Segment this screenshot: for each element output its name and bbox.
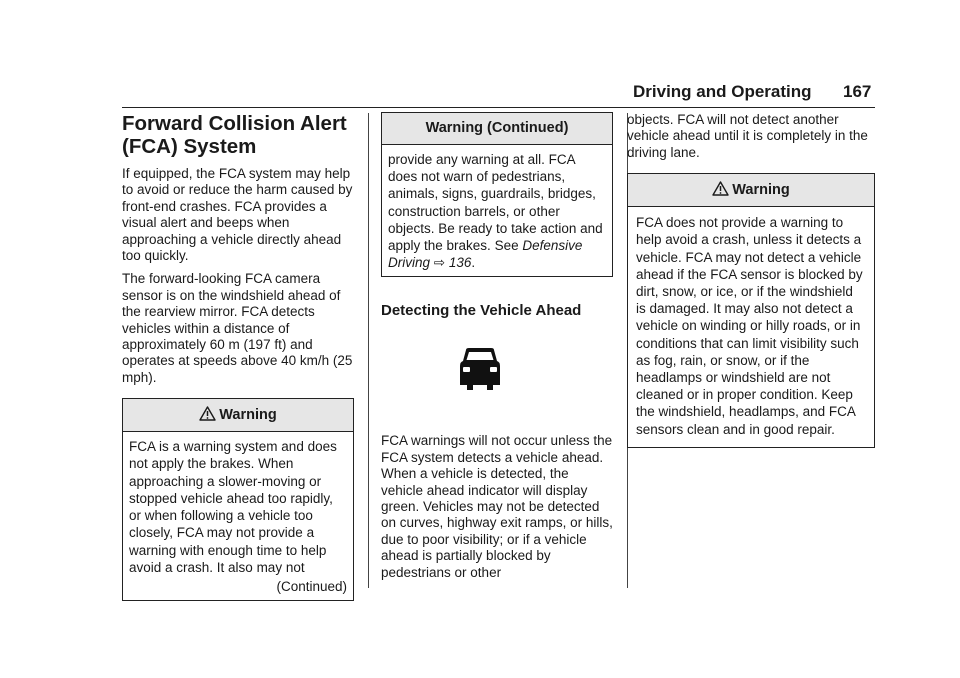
vehicle-ahead-icon bbox=[459, 347, 501, 391]
column-1 bbox=[122, 112, 354, 601]
camera-paragraph: The forward-looking FCA camera sensor is on the windshield ahead of the rearview mirror. FCA detects vehicles within a distance of approximately 60 m (197 ft) and operates at speeds above 40 km/h (25 mph). bbox=[122, 271, 353, 385]
defensive-driving-link[interactable]: Defensive Driving bbox=[388, 238, 583, 271]
warning-box bbox=[122, 398, 354, 601]
subsection-heading: Detecting the Vehicle Ahead bbox=[381, 302, 582, 320]
header-rule bbox=[122, 107, 875, 108]
page-header bbox=[0, 82, 960, 106]
warning-header bbox=[628, 174, 874, 207]
warning-box bbox=[627, 173, 875, 448]
page-number: 167 bbox=[843, 82, 872, 101]
warning-title: Warning bbox=[219, 407, 277, 424]
warning-body bbox=[123, 432, 353, 600]
warning-text: provide any warning at all. FCA does not warn of pedestrians, animals, signs, guardrails, bridges, construction barrels, or other objects. Be ready to take action and apply the brakes. See bbox=[388, 152, 603, 254]
detection-paragraph: FCA warnings will not occur unless the FCA system detects a vehicle ahead. When a vehicle is detected, the vehicle ahead indicator will display green. Vehicles may not be detected on curves, highway exit ramps, or hills, due to poor visibility; or if a vehicle ahead is partially blocked by pedestrians or other bbox=[381, 433, 613, 580]
column-divider-1 bbox=[368, 113, 369, 588]
warning-body bbox=[382, 145, 612, 276]
warning-text: FCA is a warning system and does not apply the brakes. When approaching a slower-moving or stopped vehicle ahead too rapidly, or when following a vehicle too closely, FCA may not provide a warning with enough time to help avoid a crash. It also may not bbox=[129, 439, 337, 575]
link-arrow-icon: ⇨ bbox=[433, 255, 446, 271]
warning-body: FCA does not provide a warning to help avoid a crash, unless it detects a vehicle. FCA may not detect a vehicle ahead if the FCA sensor is blocked by dirt, snow, or ice, or if the windshield is damaged. It may also not detect a vehicle on winding or hilly roads, or in conditions that can limit visibility such as fog, rain, or snow, or if the headlamps or windshield are not cleaned or in proper condition. Keep the windshield, headlamps, and FCA sensors clean and in good repair. bbox=[636, 215, 863, 437]
link-page-number[interactable]: 136 bbox=[448, 255, 472, 271]
heading-line-2: (FCA) System bbox=[122, 135, 257, 158]
warning-continued-box bbox=[381, 112, 613, 277]
intro-paragraph: If equipped, the FCA system may help to avoid or reduce the harm caused by front-end crashes. FCA provides a visual alert and beeps when approaching a vehicle directly ahead too quickly. bbox=[122, 166, 353, 264]
column-3 bbox=[627, 112, 875, 448]
warning-header: Warning (Continued) bbox=[382, 113, 612, 145]
heading-line-1: Forward Collision Alert bbox=[122, 112, 347, 135]
continuation-paragraph: objects. FCA will not detect another vehicle ahead until it is completely in the driving lane. bbox=[627, 112, 868, 160]
section-heading bbox=[122, 112, 354, 158]
sentence-end: . bbox=[471, 255, 476, 271]
section-title: Driving and Operating bbox=[633, 82, 812, 101]
warning-triangle-icon bbox=[712, 181, 729, 196]
continued-label: (Continued) bbox=[276, 578, 347, 594]
warning-header bbox=[123, 399, 353, 432]
warning-title: Warning bbox=[732, 182, 790, 199]
warning-triangle-icon bbox=[199, 406, 216, 421]
